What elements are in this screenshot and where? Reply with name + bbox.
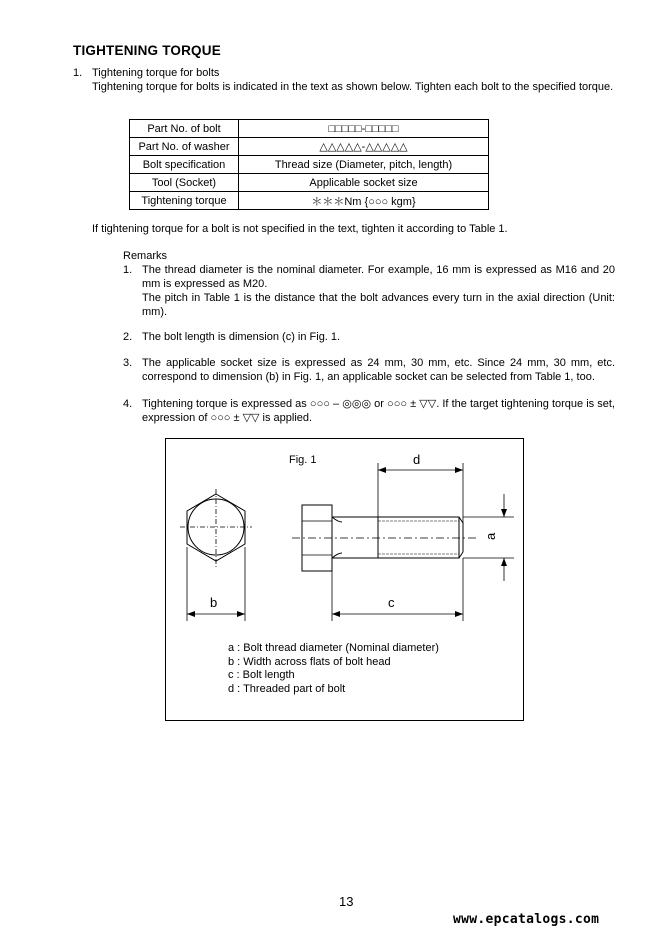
table-label: Tool (Socket): [130, 174, 239, 192]
figure-legend: [228, 642, 439, 696]
table-row: [130, 138, 489, 156]
remark-number: 2.: [123, 331, 133, 343]
table-label: Part No. of washer: [130, 138, 239, 156]
table-label: Bolt specification: [130, 156, 239, 174]
remark-number: 1.: [123, 264, 133, 276]
table-note: If tightening torque for a bolt is not specified in the text, tighten it according to Table 1.: [92, 223, 508, 235]
remark-number: 4.: [123, 398, 133, 410]
legend-item: b : Width across flats of bolt head: [228, 655, 391, 668]
section-heading: [73, 67, 219, 79]
section-number: 1.: [73, 67, 83, 79]
table-value: △△△△△-△△△△△: [239, 138, 489, 156]
spec-table: [129, 119, 489, 210]
table-row: [130, 120, 489, 138]
bolt-threads: [378, 517, 459, 558]
remark-text: Tightening torque is expressed as ○○○ – ◎◎◎ or ○○○ ± ▽▽. If the target tightening torque is set, expression of ○○○ ± ▽▽ is applied.: [142, 398, 615, 424]
watermark: www.epcatalogs.com: [453, 912, 600, 927]
remark-item: [123, 330, 615, 344]
dim-label-a: a: [483, 532, 498, 540]
section-heading-text: Tightening torque for bolts: [92, 67, 220, 79]
remark-text: The pitch in Table 1 is the distance that the bolt advances every turn in the axial direction (Unit: mm).: [142, 292, 615, 318]
table-label: Part No. of bolt: [130, 120, 239, 138]
remark-number: 3.: [123, 357, 133, 369]
dim-label-b: b: [210, 595, 218, 610]
table-value: Applicable socket size: [239, 174, 489, 192]
table-row: [130, 174, 489, 192]
remark-text: The thread diameter is the nominal diameter. For example, 16 mm is expressed as M16 and 20 mm is expressed as M20.: [142, 264, 615, 290]
page-title: TIGHTENING TORQUE: [73, 43, 221, 58]
figure-1: [165, 438, 524, 721]
legend-item: c : Bolt length: [228, 669, 295, 681]
dim-label-d: d: [413, 452, 421, 467]
remark-item: [123, 397, 615, 425]
table-row: [130, 156, 489, 174]
table-value: Thread size (Diameter, pitch, length): [239, 156, 489, 174]
remark-item: [123, 263, 615, 319]
figure-caption: Fig. 1: [289, 454, 317, 466]
page-number: 13: [339, 894, 354, 909]
table-value: □□□□□-□□□□□: [239, 120, 489, 138]
remark-text: The applicable socket size is expressed as 24 mm, 30 mm, etc. Since 24 mm, 30 mm, etc. correspond to dimension (b) in Fig. 1, an applicable socket can be selected from Table 1, too.: [142, 357, 615, 383]
table-row: [130, 192, 489, 210]
section-intro: Tightening torque for bolts is indicated in the text as shown below. Tighten each bolt to the specified torque.: [92, 81, 614, 93]
remarks-heading: Remarks: [123, 250, 168, 262]
table-value: ＊＊＊Nm {○○○ kgm}: [239, 192, 489, 210]
remark-text: The bolt length is dimension (c) in Fig. 1.: [142, 331, 341, 343]
legend-item: d : Threaded part of bolt: [228, 682, 346, 695]
table-label: Tightening torque: [130, 192, 239, 210]
dim-label-c: c: [388, 595, 395, 610]
legend-item: a : Bolt thread diameter (Nominal diameter): [228, 642, 439, 654]
remark-item: [123, 356, 615, 384]
